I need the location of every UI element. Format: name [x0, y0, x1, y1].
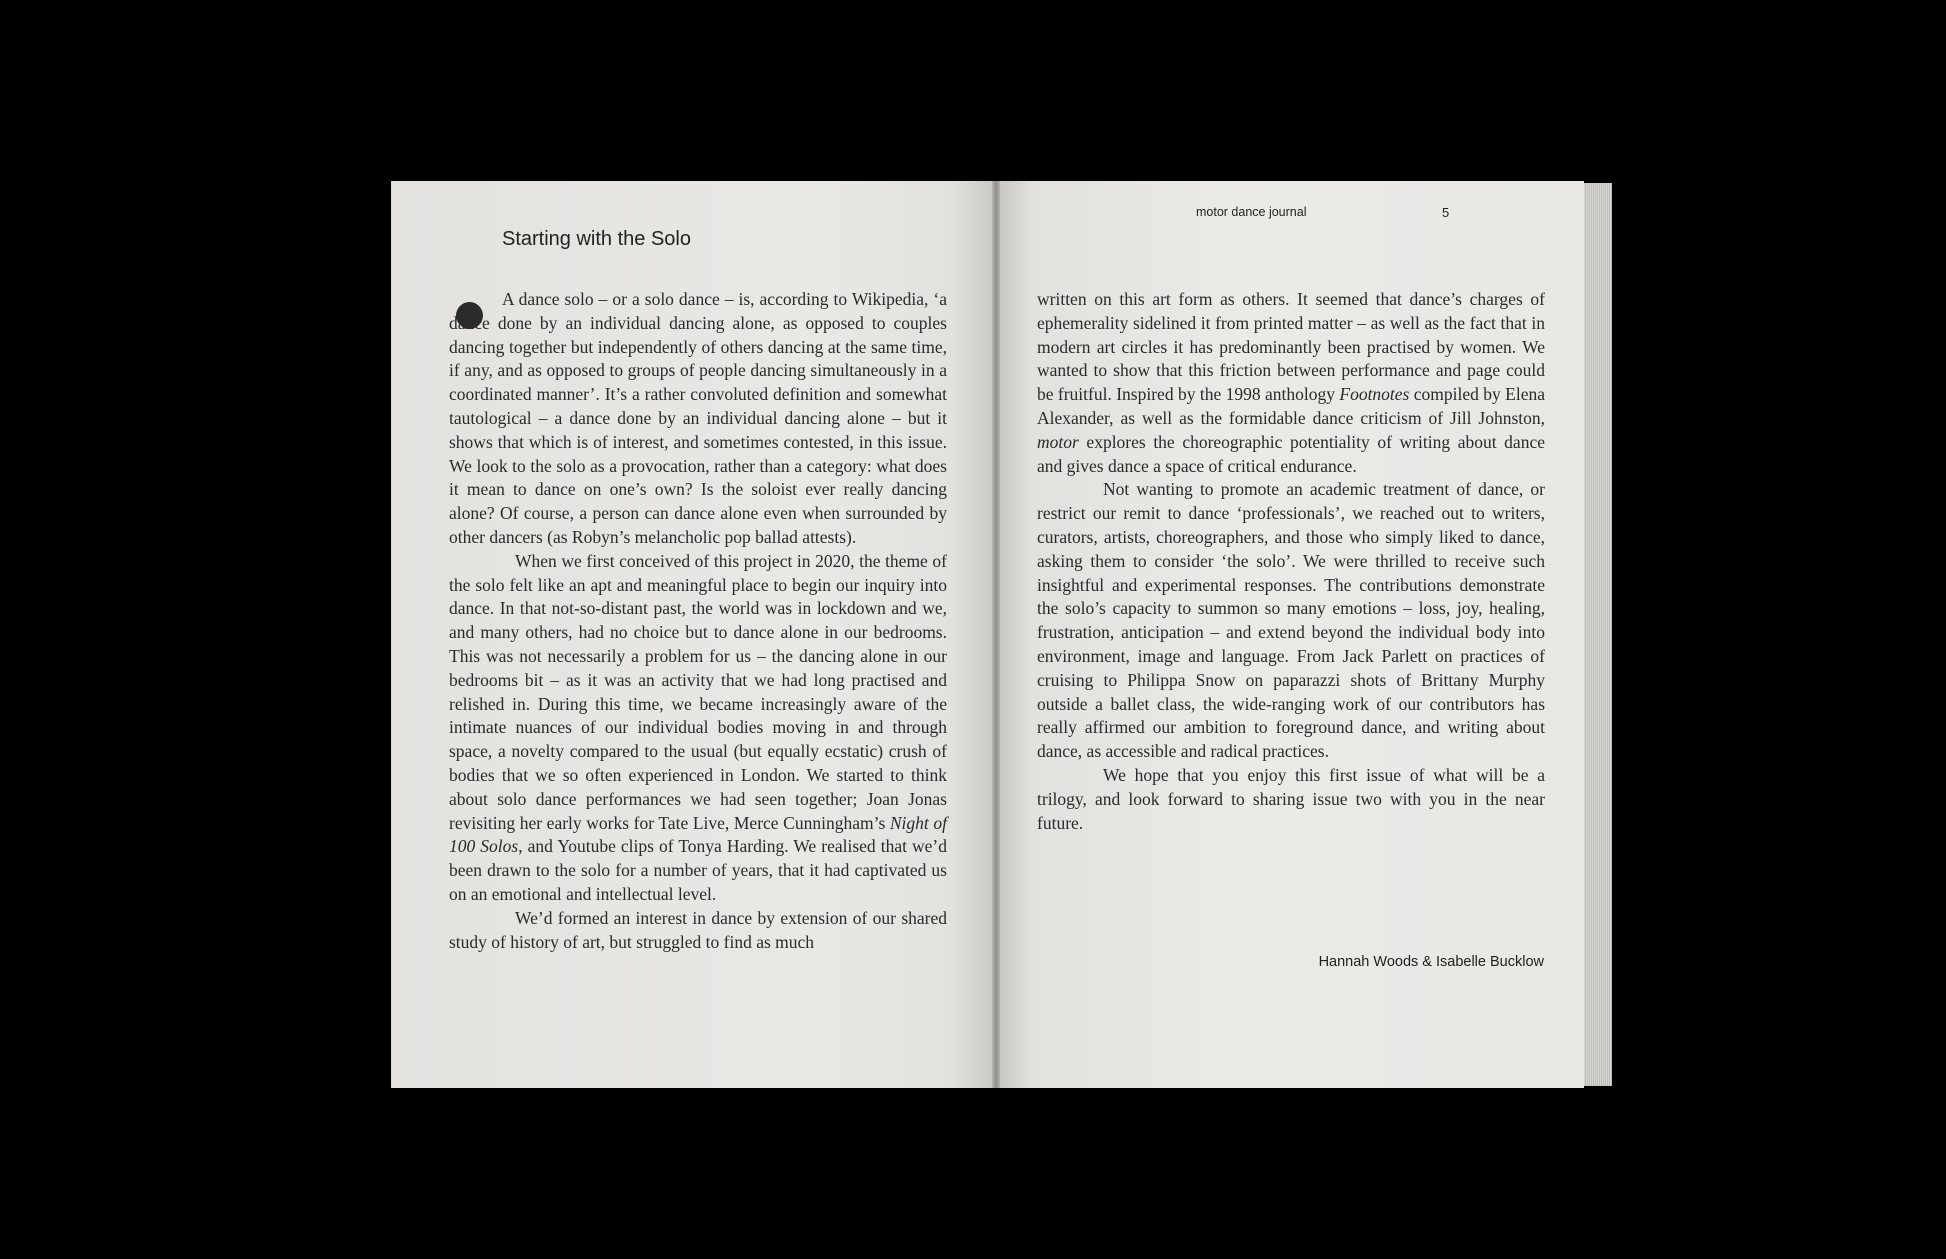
paragraph-lockdown-text: When we first conceived of this project in 2020, the theme of the solo felt like an apt and meaningful place to begin our inquiry into dance. In that not-so-distant past, the world was in lockdown and we, and many others, had no choice but to dance alone in our bedrooms. This was not necessarily a problem for us – the dancing alone in our bedrooms bit – as it was an activity that we had long practised and relished in. During this time, we became increasingly aware of the intimate nuances of our individual bodies moving in and through space, a novelty compared to the usual (but equally ecstatic) crush of bodies that we so often experienced in London. We started to think about solo dance performances we had seen together; Joan Jonas revisiting her early works for Tate Live, Merce Cunningham’s — [449, 550, 947, 833]
running-head: motor dance journal — [1196, 205, 1307, 219]
paragraph-interest: We’d formed an interest in dance by extension of our shared study of history of art, but struggled to find as much — [449, 907, 947, 952]
page-number: 5 — [1442, 205, 1450, 220]
article-title: Starting with the Solo — [502, 228, 691, 250]
left-body-text — [449, 288, 947, 954]
paragraph-continuation — [1037, 288, 1545, 478]
page-edges — [1584, 183, 1612, 1086]
paragraph-continuation-end: explores the choreographic potentiality of writing about dance and gives dance a space of critical endurance. — [1037, 431, 1545, 476]
italic-title-footnotes: Footnotes — [1339, 384, 1410, 405]
right-body-text — [1037, 288, 1545, 835]
paragraph-intro: A dance solo – or a solo dance – is, according to Wikipedia, ‘a dance done by an individual dancing alone, as opposed to couples dancing together but independently of others dancing at the same time, if any, and as opposed to groups of people dancing simultaneously in a coordinated manner’. It’s a rather convoluted definition and somewhat tautological – a dance done by an individual dancing alone – but it shows that which is of interest, and sometimes contested, in this issue. We look to the solo as a provocation, rather than a category: what does it mean to dance on one’s own? Is the soloist ever really dancing alone? Of course, a person can dance alone even when surrounded by other dancers (as Robyn’s melancholic pop ballad attests). — [449, 289, 947, 547]
editors-signature: Hannah Woods & Isabelle Bucklow — [1318, 954, 1544, 970]
paragraph-lockdown — [449, 550, 947, 907]
italic-title-night-of-100-solos: Night of 100 Solos — [449, 812, 947, 857]
paragraph-continuation-mid: compiled by Elena Alexander, as well as the formidable dance criticism of Jill Johnston, — [1037, 384, 1545, 428]
paragraph-lockdown-end: , and Youtube clips of Tonya Harding. We realised that we’d been drawn to the solo for a number of years, that it had captivated us on an emotional and intellectual level. — [449, 836, 947, 904]
italic-title-motor: motor — [1037, 431, 1079, 452]
paragraph-contributors: Not wanting to promote an academic treatment of dance, or restrict our remit to dance ‘professionals’, we reached out to writers, curators, artists, choreographers, and those who simply liked to dance, asking them to consider ‘the solo’. We were thrilled to receive such insightful and experimental responses. The contributions demonstrate the solo’s capacity to summon so many emotions – loss, joy, healing, frustration, anticipation – and extend beyond the individual body into environment, image and language. From Jack Parlett on practices of cruising to Philippa Snow on paparazzi shots of Brittany Murphy outside a ballet class, the wide-ranging work of our contributors has really affirmed our ambition to foreground dance, and writing about dance, as accessible and radical practices. — [1037, 479, 1545, 762]
paragraph-closing: We hope that you enjoy this first issue of what will be a trilogy, and look forward to sharing issue two with you in the near future. — [1037, 764, 1545, 833]
paragraph-continuation-text: written on this art form as others. It seemed that dance’s charges of ephemerality sidelined it from printed matter – as well as the fact that in modern art circles it has predominantly been practised by women. We wanted to show that this friction between performance and page could be fruitful. Inspired by the 1998 anthology — [1037, 289, 1545, 405]
book-gutter — [992, 181, 1000, 1088]
